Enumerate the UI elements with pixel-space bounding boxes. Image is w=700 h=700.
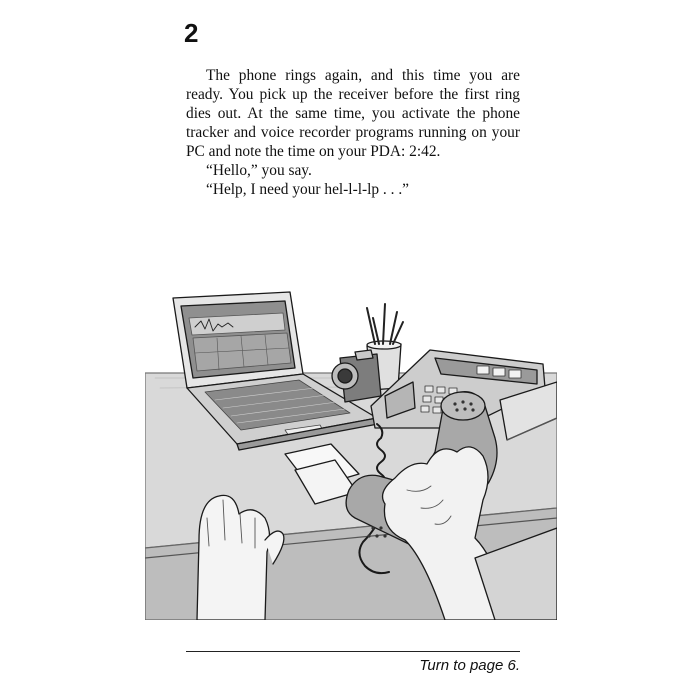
footer-rule xyxy=(186,651,520,652)
desk-illustration xyxy=(145,278,557,620)
story-text xyxy=(186,66,520,199)
page-number: 2 xyxy=(184,18,199,48)
dialogue-line: “Help, I need your hel-l-l-lp . . .” xyxy=(206,181,409,198)
turn-to-page-text: Turn to page 6. xyxy=(419,657,520,674)
story-paragraph: The phone rings again, and this time you are ready. You pick up the receiver before the first ring dies out. At the same time, you activate the phone tracker and voice recorder programs running on your PC and note the time on your PDA: 2:42. xyxy=(186,67,520,160)
dialogue-line: “Hello,” you say. xyxy=(206,162,312,179)
